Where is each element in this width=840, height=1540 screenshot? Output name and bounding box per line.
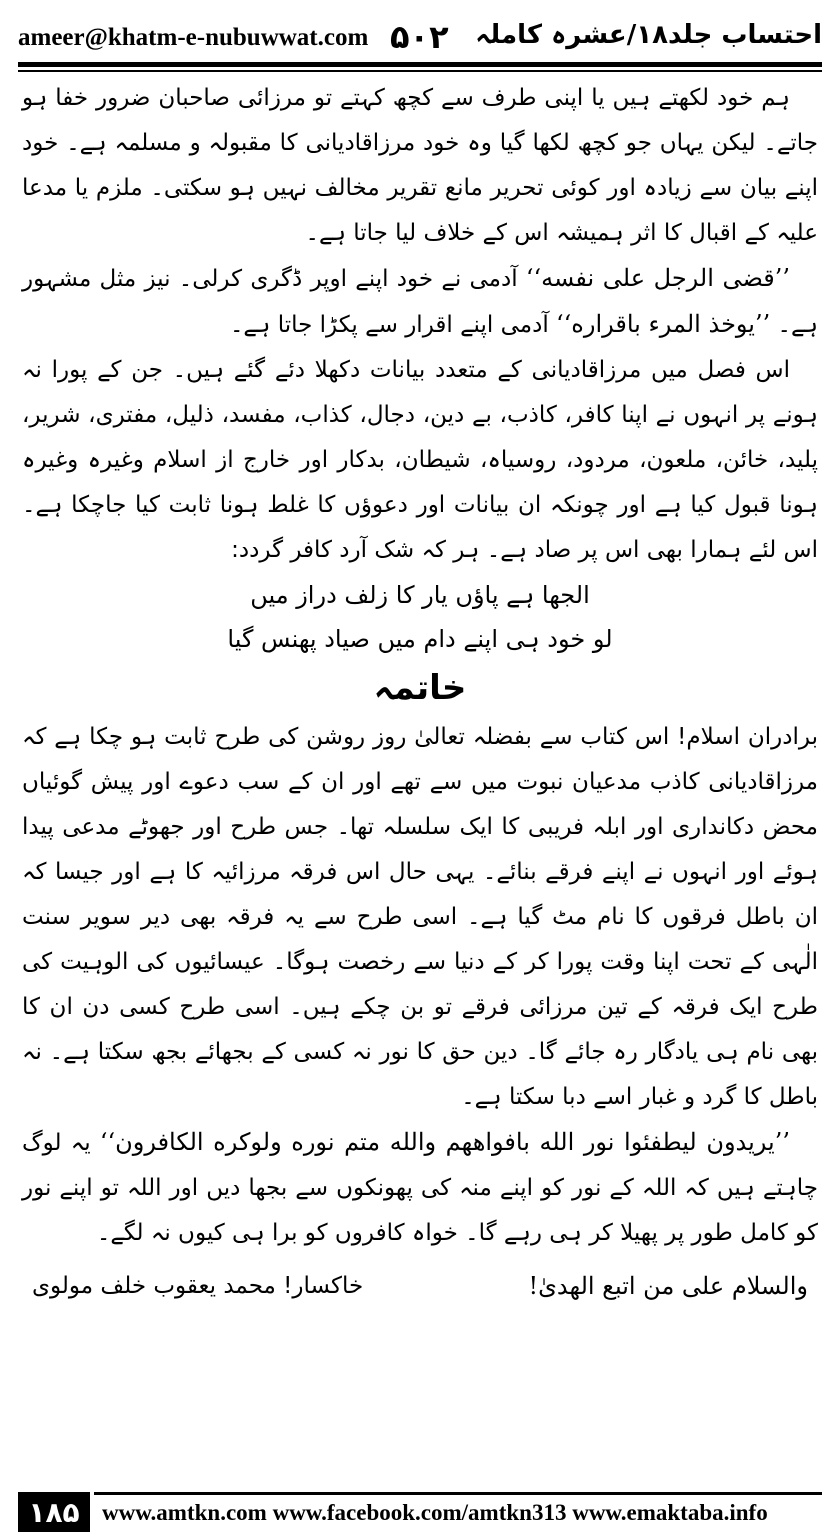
paragraph-2-text-1: آدمی نے خود اپنے اوپر ڈگری کرلی۔ نیز مثل مشہور ہے۔	[22, 266, 818, 338]
paragraph-2	[22, 256, 818, 348]
footer-links: www.amtkn.com www.facebook.com/amtkn313 www.emaktaba.info	[102, 1500, 768, 1525]
signature-salutation: والسلام علی من اتبع الهدیٰ!	[528, 1272, 808, 1300]
paragraph-5	[22, 1120, 818, 1256]
header-page-number: ۵۰۲	[390, 18, 449, 56]
paragraph-1: ہم خود لکھتے ہیں یا اپنی طرف سے کچھ کہتے تو مرزائی صاحبان ضرور خفا ہو جاتے۔ لیکن یہاں جو کچھ لکھا گیا وہ خود مرزاقادیانی کا مقبولہ و مسلمہ ہے۔ خود اپنے بیان سے زیادہ اور کوئی تحریر مانع تقریر مخالف نہیں ہو سکتی۔ ملزم یا مدعا علیہ کے اقبال کا اثر ہمیشہ اس کے خلاف لیا جاتا ہے۔	[22, 85, 818, 246]
signature-line	[22, 1264, 818, 1309]
verse-line-2: لو خود ہی اپنے دام میں صیاد پھنس گیا	[227, 625, 613, 653]
verse-line-1: الجھا ہے پاؤں یار کا زلف دراز میں	[250, 581, 590, 609]
signature-author: خاکسار! محمد یعقوب خلف مولوی	[32, 1273, 364, 1299]
page-body	[22, 76, 818, 1309]
arabic-quote-1: ’’قضی الرجل علی نفسه‘‘	[525, 264, 790, 292]
header-email: ameer@khatm-e-nubuwwat.com	[18, 24, 369, 51]
page-footer	[18, 1492, 822, 1534]
footer-rule	[94, 1492, 822, 1495]
header-rule-thin	[18, 70, 822, 72]
paragraph-5-text: یہ لوگ چاہتے ہیں کہ اللہ کے نور کو اپنے منہ کی پھونکوں سے بجھا دیں اور اللہ تو اپنے نور کو کامل طور پر پھیلا کر ہی رہے گا۔ خواہ کافروں کو برا ہی کیوں نہ لگے۔	[22, 1130, 818, 1246]
paragraph-3: اس فصل میں مرزاقادیانی کے متعدد بیانات دکھلا دئے گئے ہیں۔ جن کے پورا نہ ہونے پر انہوں نے اپنا کافر، کاذب، بے دین، دجال، کذاب، مفسد، ذلیل، مفتری، شریر، پلید، خائن، ملعون، مردود، روسیاہ، شیطان، بدکار اور خارج از اسلام وغیرہ وغیرہ ہونا قبول کیا ہے اور چونکہ ان بیانات اور دعوؤں کا غلط ہونا ثابت کیا جاچکا ہے۔ اس لئے ہمارا بھی اس پر صاد ہے۔ ہر کہ شک آرد کافر گردد:	[22, 357, 818, 563]
paragraph-4: برادران اسلام! اس کتاب سے بفضلہ تعالیٰ روز روشن کی طرح ثابت ہو چکا ہے کہ مرزاقادیانی کاذب مدعیان نبوت میں سے تھے اور ان کے سب دعوے اور پیش گوئیاں محض دکانداری اور ابلہ فریبی کا ایک سلسلہ تھا۔ جس طرح اور جھوٹے مدعی پیدا ہوئے اور انہوں نے اپنے فرقے بنائے۔ یہی حال اس فرقہ مرزائیہ کا ہے اور جیسا کہ ان باطل فرقوں کا نام مٹ گیا ہے۔ اسی طرح سے یہ فرقہ بھی دیر سویر سنت الٰہی کے تحت اپنا وقت پورا کر کے دنیا سے رخصت ہوگا۔ عیسائیوں کی الوہیت کی طرح ایک فرقہ کے تین مرزائی فرقے تو بن چکے ہیں۔ اسی طرح کسی دن ان کا بھی نام ہی یادگار رہ جائے گا۔ دین حق کا نور نہ کسی کے بجھائے بجھ سکتا ہے۔ نہ باطل کا گرد و غبار اسے دبا سکتا ہے۔	[22, 724, 818, 1110]
footer-page-number: ۱۸۵	[18, 1492, 90, 1532]
header-rule-thick	[18, 62, 822, 67]
arabic-quote-3: ’’یریدون لیطفئوا نور الله بافواههم والله متم نوره ولوکره الکافرون‘‘	[99, 1128, 790, 1156]
arabic-quote-2: ’’یوخذ المرء باقراره‘‘	[556, 310, 771, 338]
page-header	[18, 18, 822, 62]
section-heading: خاتمہ	[373, 668, 467, 708]
paragraph-2-text-2: آدمی اپنے اقرار سے پکڑا جاتا ہے۔	[229, 312, 557, 338]
header-title: احتساب جلد۱۸/عشرہ کاملہ	[475, 20, 822, 50]
